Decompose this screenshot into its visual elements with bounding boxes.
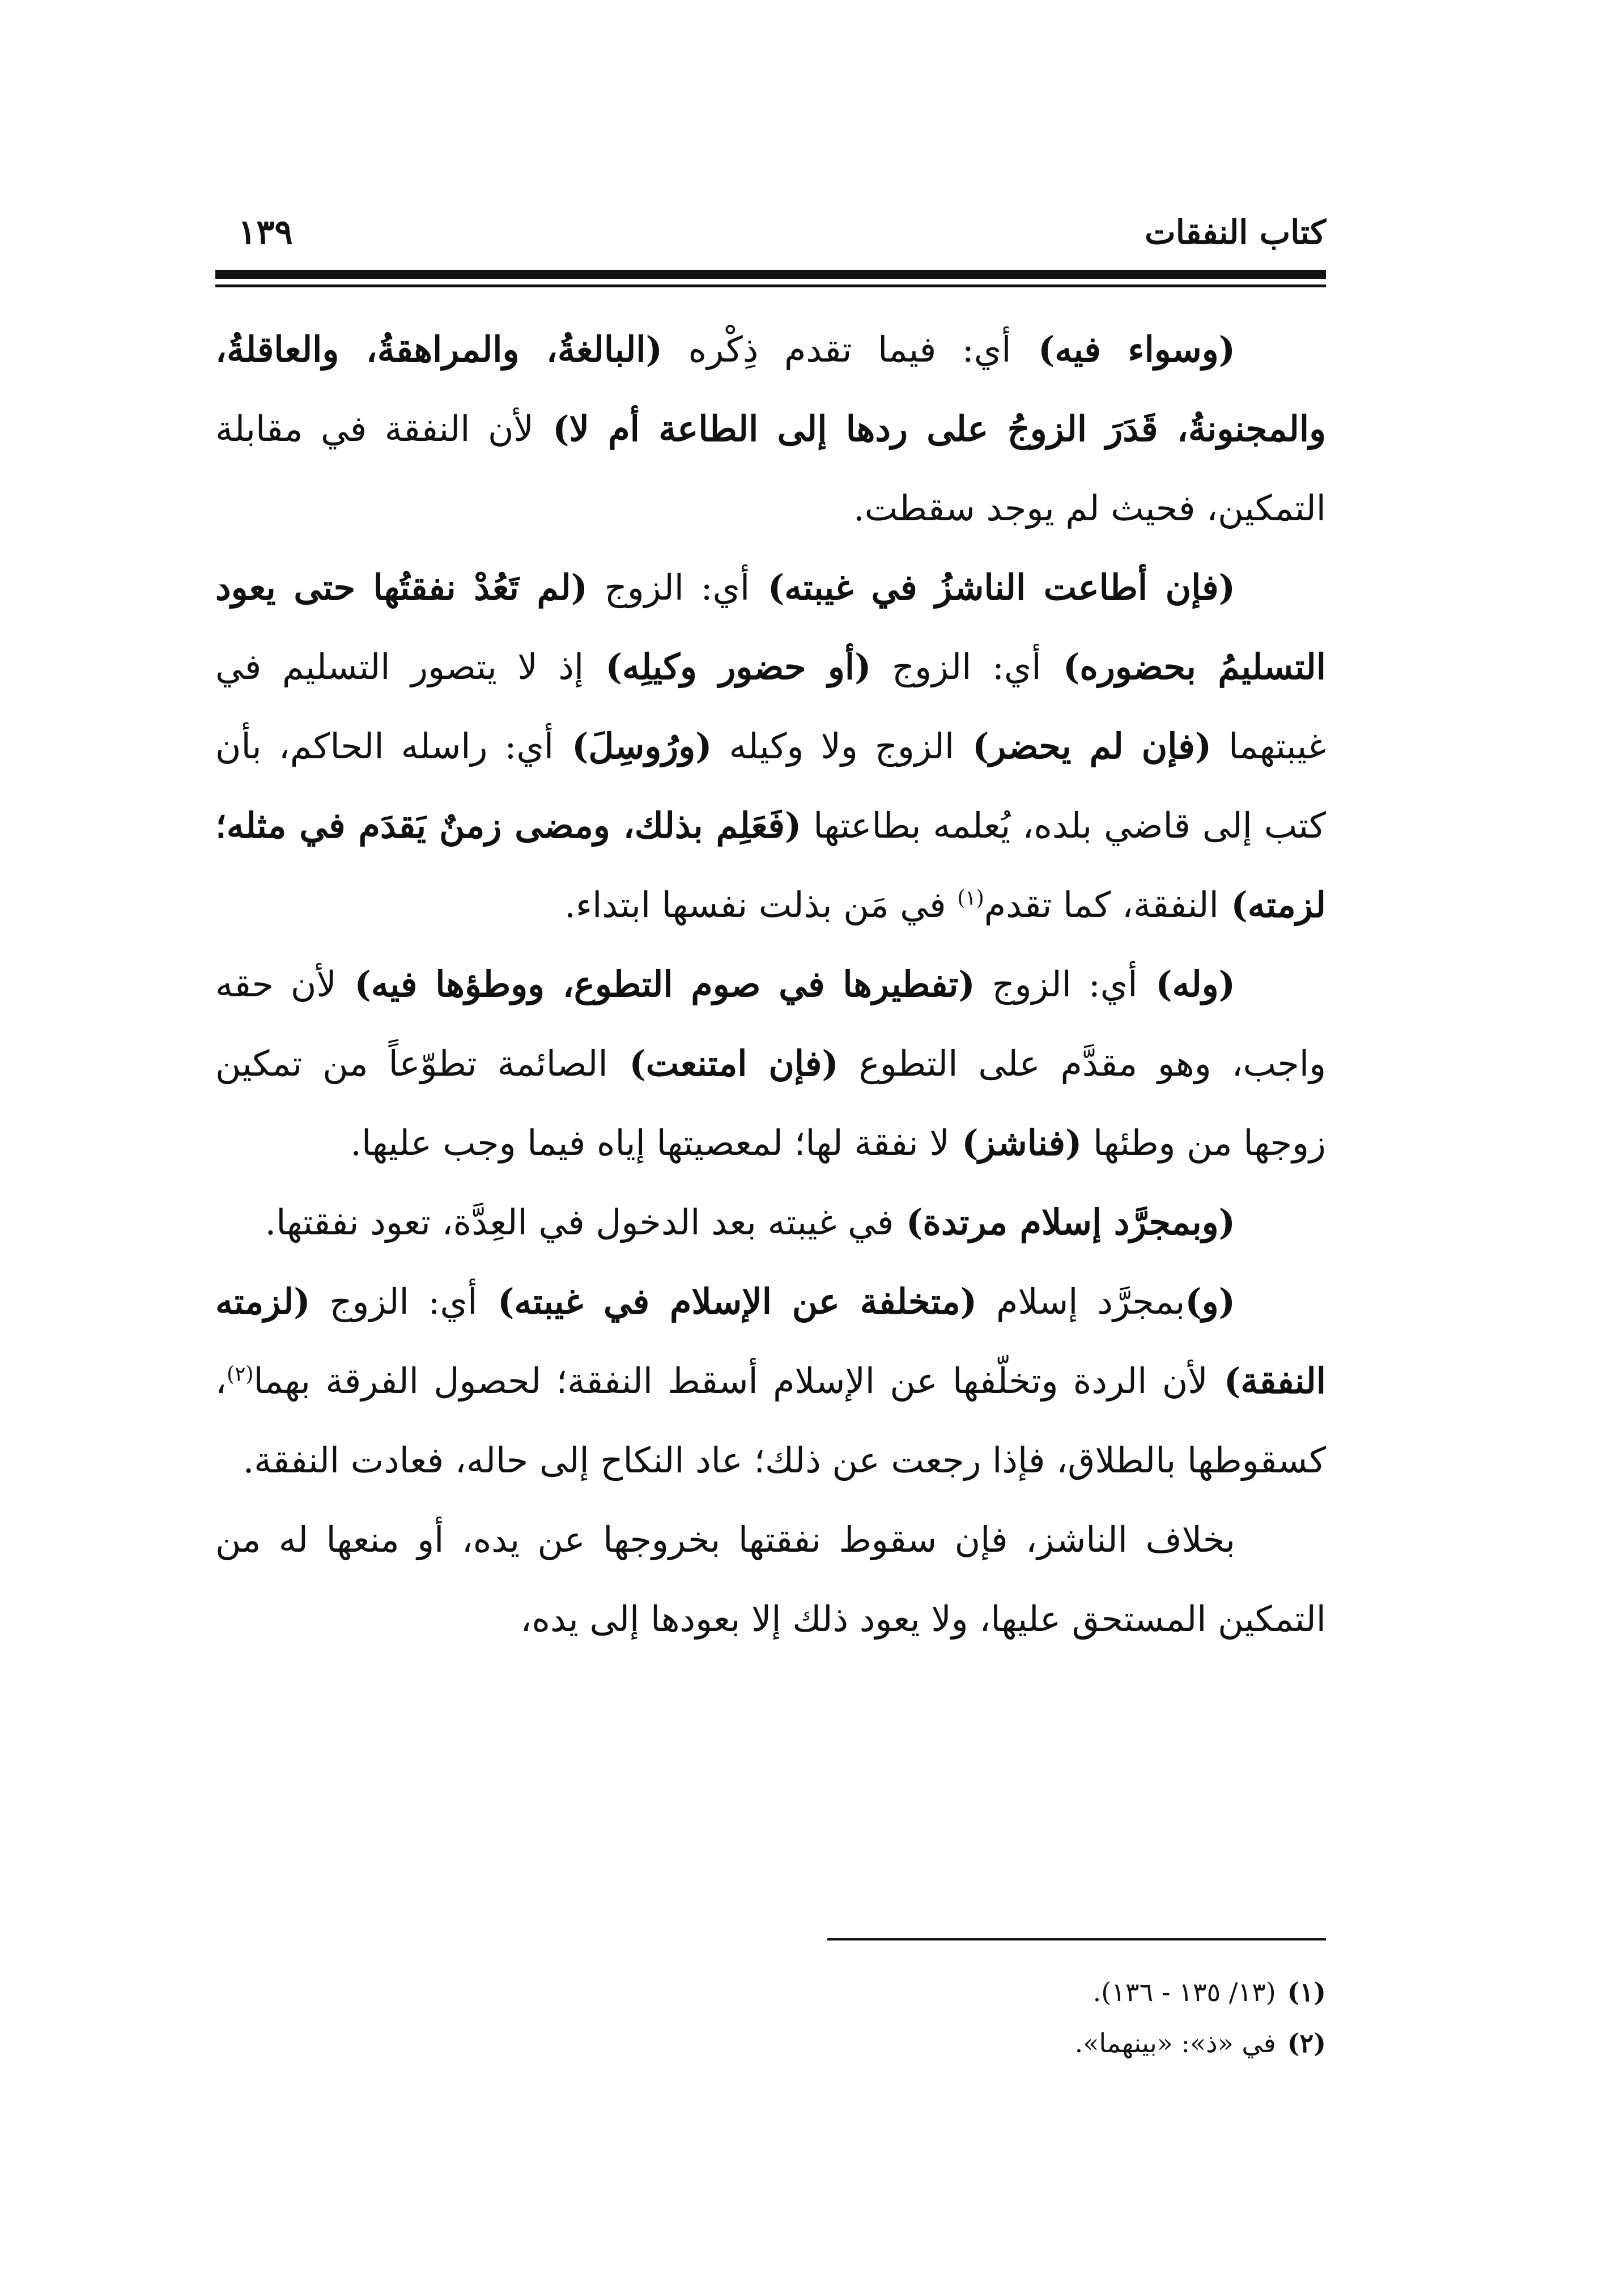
matn-text: (وله) — [1137, 963, 1236, 1005]
sharh-text: النفقة، كما تقدم — [984, 884, 1219, 925]
header-rule-thin — [215, 284, 1326, 287]
paragraph — [215, 548, 1326, 945]
matn-text: (وسواء فيه) — [1011, 329, 1235, 370]
paragraph — [215, 310, 1326, 548]
matn-text: (لزمته النفقة) — [215, 1281, 1327, 1402]
sharh-text: الزوج ولا وكيله — [712, 725, 955, 767]
running-title: كتاب النفقات — [1145, 213, 1326, 252]
sharh-text: بمجرَّد إسلام — [977, 1281, 1185, 1322]
sharh-text: الصائمة تطوّعاً من تمكين زوجها من وطئها — [215, 1043, 1326, 1164]
footnote — [215, 2018, 1326, 2069]
paragraph — [215, 1500, 1326, 1659]
footnote — [215, 1967, 1326, 2018]
matn-text: (لم تَعُدْ نفقتُها حتى يعود التسليمُ بحضوره) — [215, 567, 1326, 687]
sharh-text: لأن حقه واجب، وهو مقدَّم على التطوع — [215, 963, 1327, 1084]
sharh-text: أي: فيما تقدم ذِكْره — [662, 329, 1011, 370]
sharh-text: لأن النفقة في مقابلة التمكين، فحيث لم يوجد سقطت. — [215, 408, 1326, 529]
page-number: ١٣٩ — [238, 213, 293, 252]
footnote-number: (١) — [1287, 1977, 1326, 2007]
matn-text: (فإن أطاعت الناشزُ في غيبته) — [750, 567, 1236, 608]
matn-text: (البالغةُ، والمراهقةُ، والعاقلةُ، والمجنونةُ، قَدَرَ الزوجُ على ردها إلى الطاعة أم لا) — [215, 329, 1327, 449]
book-page — [215, 204, 1326, 2188]
sharh-text: أي: الزوج — [310, 1281, 478, 1322]
footnote-separator — [827, 1938, 1326, 1940]
matn-text: (أو حضور وكيلِه) — [584, 646, 871, 687]
paragraph — [215, 1183, 1326, 1262]
sharh-text: أي: الزوج — [975, 963, 1138, 1005]
sharh-text: أي: راسله الحاكم، بأن كتب إلى قاضي بلده، يُعلمه بطاعتها — [215, 725, 1326, 846]
matn-text: (و) — [1185, 1281, 1235, 1322]
sharh-text: في غيبته بعد الدخول في العِدَّة، تعود نفقتها. — [265, 1201, 894, 1243]
footnote-number: (٢) — [1287, 2028, 1326, 2058]
footnote-marker: (١) — [957, 886, 984, 910]
paragraph — [215, 945, 1326, 1183]
sharh-text: بخلاف الناشز، فإن سقوط نفقتها بخروجها عن يده، أو منعها له من التمكين المستحق عليها، ولا يعود ذلك إلا بعودها إلى يده، — [215, 1519, 1326, 1640]
sharh-text: ، كسقوطها بالطلاق، فإذا رجعت عن ذلك؛ عاد النكاح إلى حاله، فعادت النفقة. — [215, 1360, 1326, 1481]
matn-text: (متخلفة عن الإسلام في غيبته) — [477, 1281, 977, 1322]
footnote-text: في «ذ»: «بينهما». — [1074, 2028, 1276, 2058]
matn-text: (فإن امتنعت) — [607, 1043, 839, 1084]
matn-text: (فناشز) — [949, 1122, 1082, 1164]
sharh-text: إذ لا يتصور التسليم في غيبتهما — [215, 646, 1327, 767]
matn-text: (ورُوسِلَ) — [554, 725, 712, 767]
footnotes — [215, 1967, 1326, 2069]
matn-text: (فَعَلِم بذلك، ومضى زمنٌ يَقدَم في مثله؛ لزمته) — [215, 805, 1326, 925]
footnote-text: (١٣/ ١٣٥ - ١٣٦). — [1092, 1977, 1276, 2007]
matn-text: (وبمجرَّد إسلام مرتدة) — [894, 1201, 1235, 1243]
matn-text: (فإن لم يحضر) — [954, 725, 1212, 767]
sharh-text: أي: الزوج — [871, 646, 1041, 687]
paragraph — [215, 1262, 1326, 1500]
header-rule-thick — [215, 270, 1326, 279]
sharh-text: لا نفقة لها؛ لمعصيتها إياه فيما وجب عليها. — [350, 1122, 950, 1164]
matn-text: (تفطيرها في صوم التطوع، ووطؤها فيه) — [336, 963, 975, 1005]
sharh-text: في مَن بذلت نفسها ابتداء. — [564, 884, 958, 925]
sharh-text: لأن الردة وتخلّفها عن الإسلام أسقط النفقة؛ لحصول الفرقة بهما — [253, 1360, 1208, 1402]
body-text — [215, 310, 1326, 1659]
sharh-text: أي: الزوج — [588, 567, 750, 608]
footnote-marker: (٢) — [227, 1362, 254, 1386]
page-header — [215, 204, 1326, 266]
